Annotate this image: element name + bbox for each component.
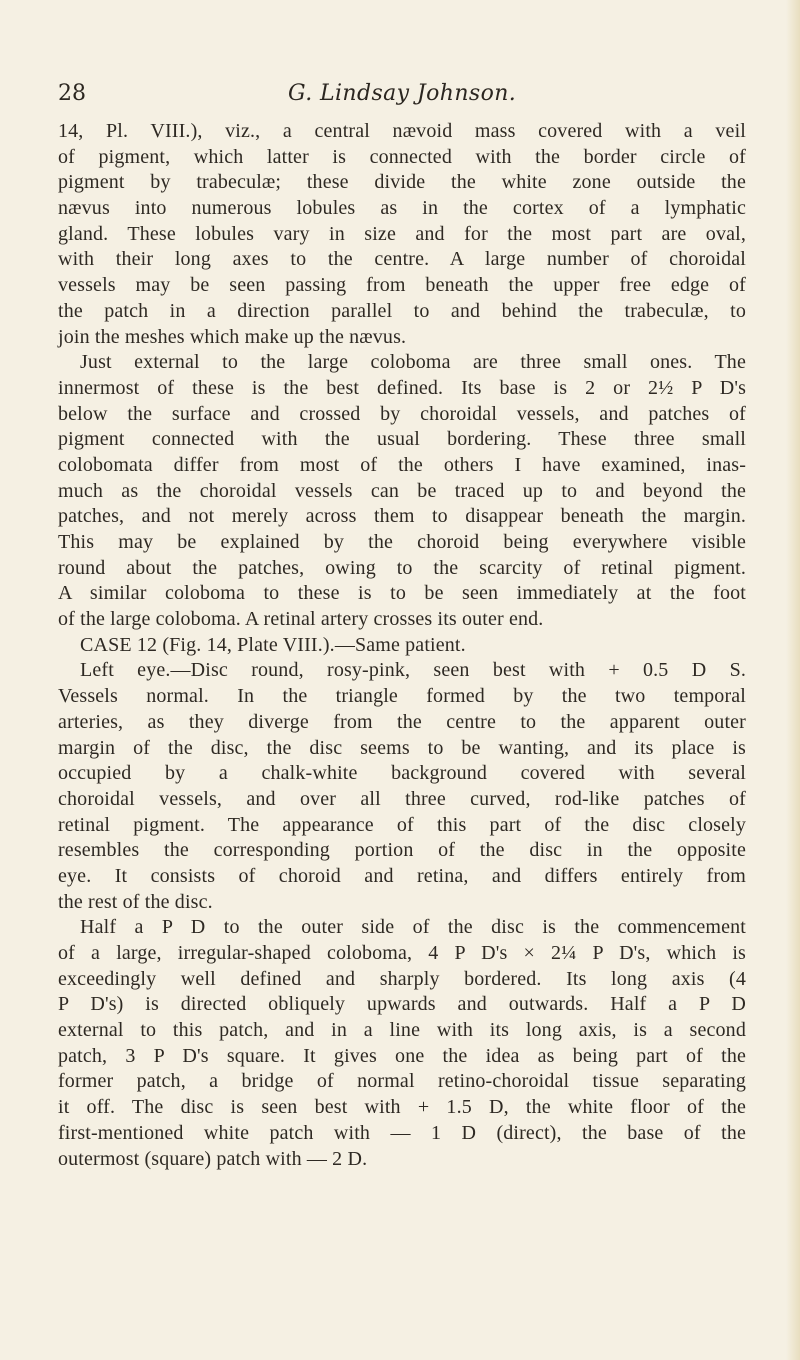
text-line: retinal pigment. The appearance of this part of the disc closely — [58, 813, 746, 836]
text-line: former patch, a bridge of normal retino-choroidal tissue separating — [58, 1070, 746, 1093]
text-line: Left eye.—Disc round, rosy-pink, seen best with + 0.5 D S. — [80, 659, 746, 682]
text-line: choroidal vessels, and over all three curved, rod-like patches of — [58, 787, 746, 810]
text-line: This may be explained by the choroid being everywhere visible — [58, 531, 746, 553]
text-line: patch, 3 P D's square. It gives one the idea as being part of the — [58, 1044, 746, 1067]
text-line: much as the choroidal vessels can be traced up to and beyond the — [58, 479, 746, 502]
text-line: round about the patches, owing to the scarcity of retinal pigment. — [58, 556, 746, 579]
text-line: outermost (square) patch with — 2 D. — [58, 1147, 368, 1170]
text-line: the patch in a direction parallel to and behind the trabeculæ, to — [58, 299, 746, 322]
text-line: of pigment, which latter is connected with the border circle of — [58, 145, 746, 168]
text-line: of the large coloboma. A retinal artery crosses its outer end. — [58, 608, 544, 631]
text-line: the rest of the disc. — [58, 890, 213, 913]
text-line: external to this patch, and in a line with its long axis, is a second — [58, 1019, 746, 1042]
text-line: with their long axes to the centre. A large number of choroidal — [58, 248, 746, 271]
text-line: exceedingly well defined and sharply bordered. Its long axis (4 — [58, 967, 746, 990]
text-line: vessels may be seen passing from beneath the upper free edge of — [58, 274, 746, 297]
text-line: Just external to the large coloboma are three small ones. The — [80, 351, 746, 374]
running-head: G. Lindsay Johnson. — [288, 81, 517, 106]
text-line: below the surface and crossed by choroidal vessels, and patches of — [58, 402, 746, 425]
text-line: gland. These lobules vary in size and for the most part are oval, — [58, 222, 746, 245]
text-line: eye. It consists of choroid and retina, and differs entirely from — [58, 864, 746, 887]
page-number: 28 — [58, 81, 86, 106]
text-line: Half a P D to the outer side of the disc is the commencement — [80, 916, 746, 939]
text-line: occupied by a chalk-white background covered with several — [58, 762, 746, 785]
text-line: 14, Pl. VIII.), viz., a central nævoid mass covered with a veil — [58, 120, 746, 142]
text-line: colobomata differ from most of the others I have examined, inas- — [58, 453, 746, 476]
text-line: resembles the corresponding portion of the disc in the opposite — [58, 839, 746, 862]
text-line: it off. The disc is seen best with + 1.5 D, the white floor of the — [58, 1096, 746, 1119]
text-line: Vessels normal. In the triangle formed by the two temporal — [58, 685, 746, 708]
body-text — [58, 119, 746, 1172]
text-line: margin of the disc, the disc seems to be wanting, and its place is — [58, 736, 746, 759]
text-line: first-mentioned white patch with — 1 D (direct), the base of the — [58, 1121, 746, 1144]
page-edge-shadow — [786, 0, 800, 1360]
text-line: CASE 12 (Fig. 14, Plate VIII.).—Same patient. — [80, 633, 466, 656]
page-header — [58, 79, 698, 113]
text-line: patches, and not merely across them to disappear beneath the margin. — [58, 505, 746, 528]
text-line: innermost of these is the best defined. Its base is 2 or 2½ P D's — [58, 376, 746, 399]
text-line: join the meshes which make up the nævus. — [58, 325, 407, 348]
text-line: of a large, irregular-shaped coloboma, 4 P D's × 2¼ P D's, which is — [58, 942, 746, 964]
text-line: A similar coloboma to these is to be seen immediately at the foot — [58, 582, 746, 605]
text-line: P D's) is directed obliquely upwards and outwards. Half a P D — [58, 993, 746, 1016]
text-line: pigment by trabeculæ; these divide the white zone outside the — [58, 171, 746, 194]
text-line: arteries, as they diverge from the centre to the apparent outer — [58, 710, 746, 733]
text-line: pigment connected with the usual bordering. These three small — [58, 428, 746, 451]
text-line: nævus into numerous lobules as in the cortex of a lymphatic — [58, 197, 746, 220]
